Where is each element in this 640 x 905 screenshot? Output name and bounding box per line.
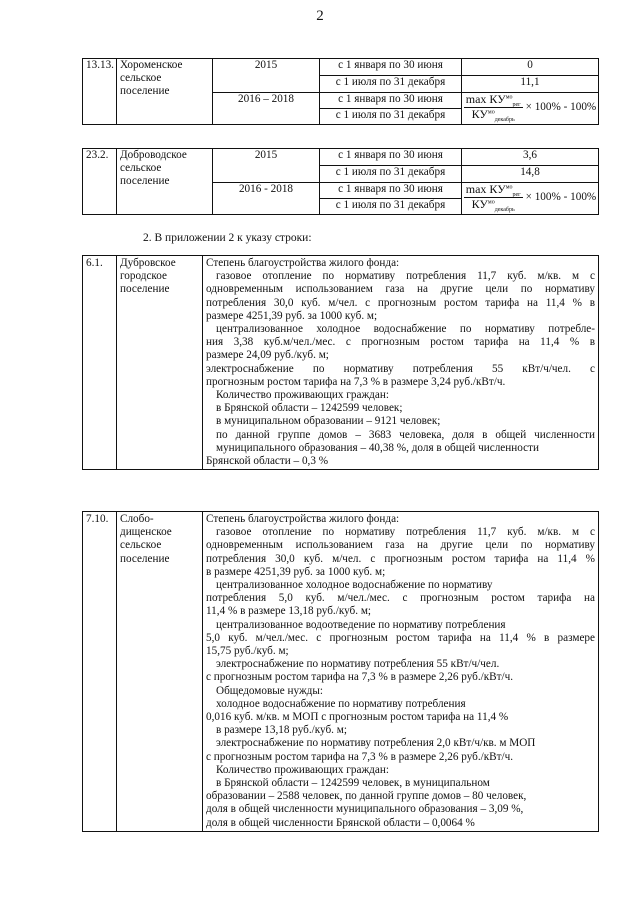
text-line: Брянской области – 0,3 %: [206, 455, 329, 468]
page-number: 2: [316, 8, 324, 24]
text-line: доля в общей численности муниципального образования – 3,09 %,: [206, 803, 524, 816]
text-line: муниципального образования – 40,38 %, доля в общей численности: [216, 441, 539, 454]
text-line: Общедомовые нужды:: [216, 684, 323, 697]
row-number: 13.13.: [83, 59, 117, 125]
value-cell: 14,8: [462, 166, 599, 183]
text-line: потребления 30,0 куб. м/чел. с прогнозным ростом тарифа на 11,4 % в: [206, 296, 595, 309]
housing-description: [203, 512, 599, 832]
tariff-table-13-13: [82, 58, 599, 125]
text-line: 5,0 куб. м/чел./мес. с прогнозным ростом тарифа на 11,4 % в размере: [206, 631, 595, 644]
text-line: газовое отопление по нормативу потребления 11,7 куб. м/кв. м с: [216, 526, 595, 539]
text-line: в Брянской области – 1242599 человек, в муниципальном: [216, 777, 490, 790]
text-line: размере 4251,39 руб. за 1000 куб. м;: [206, 309, 378, 322]
text-line: с прогнозным ростом тарифа на 7,3 % в размере 2,26 руб./кВт/ч.: [206, 671, 514, 684]
tariff-table-23-2: [82, 148, 599, 215]
text-line: одновременным использованием газа на другие цели по нормативу: [206, 283, 595, 296]
period-cell: с 1 января по 30 июня: [320, 93, 462, 109]
growth-formula: $\frac{\max КУ^{мо}_{рег}}{КУ^{мо}_{декабрь}}$ × 100% - 100%: [465, 182, 597, 214]
text-line: в размере 4251,39 руб. за 1000 куб. м;: [206, 565, 386, 578]
settlement-name: Хороменское сельское поселение: [117, 59, 213, 125]
text-line: в муниципальном образовании – 9121 человек;: [216, 415, 441, 428]
text-line: Количество проживающих граждан:: [216, 763, 389, 776]
text-line: Степень благоустройства жилого фонда:: [206, 257, 400, 269]
growth-formula: $\frac{\max КУ^{мо}_{рег}}{КУ^{мо}_{декабрь}}$ × 100% - 100%: [465, 92, 597, 124]
row-number: 7.10.: [83, 512, 117, 832]
value-cell: 3,6: [462, 149, 599, 166]
text-line: холодное водоснабжение по нормативу потребления: [216, 697, 466, 710]
text-line: централизованное холодное водоснабжение по нормативу потребле-: [216, 323, 595, 336]
row-number: 6.1.: [83, 256, 117, 470]
text-line: прогнозным ростом тарифа на 7,3 % в размере 3,24 руб./кВт/ч.: [206, 375, 506, 388]
text-line: в размере 13,18 руб./куб. м;: [216, 724, 347, 737]
period-cell: с 1 июля по 31 декабря: [320, 76, 462, 93]
text-line: электроснабжение по нормативу потребления 55 кВт/ч/чел.: [216, 658, 500, 671]
text-line: одновременным использованием газа на другие цели по нормативу: [206, 539, 595, 552]
text-line: потребления 5,0 куб. м/чел./мес. с прогнозным ростом тарифа на: [206, 592, 595, 605]
period-cell: с 1 января по 30 июня: [320, 149, 462, 166]
period-cell: с 1 января по 30 июня: [320, 59, 462, 76]
formula-cell: [462, 183, 599, 215]
text-line: по данной группе домов – 3683 человека, доля в общей численности: [216, 428, 595, 441]
year-cell: 2015: [213, 59, 320, 93]
text-line: централизованное водоотведение по нормативу потребления: [216, 618, 506, 631]
text-line: 11,4 % в размере 13,18 руб./куб. м;: [206, 605, 372, 618]
housing-table-6-1: [82, 255, 599, 470]
text-line: потребления 30,0 куб. м/чел. с прогнозным ростом тарифа на 11,4 %: [206, 552, 595, 565]
period-cell: с 1 июля по 31 декабря: [320, 109, 462, 125]
value-cell: 11,1: [462, 76, 599, 93]
formula-cell: [462, 93, 599, 125]
text-line: размере 24,09 руб./куб. м;: [206, 349, 329, 362]
year-cell: 2016 – 2018: [213, 93, 320, 125]
text-line: с прогнозным ростом тарифа на 7,3 % в размере 2,26 руб./кВт/ч.: [206, 750, 514, 763]
year-cell: 2015: [213, 149, 320, 183]
text-line: 15,75 руб./куб. м;: [206, 645, 289, 658]
text-line: Степень благоустройства жилого фонда:: [206, 513, 400, 525]
housing-table-7-10: [82, 511, 599, 832]
period-cell: с 1 июля по 31 декабря: [320, 166, 462, 183]
text-line: газовое отопление по нормативу потребления 11,7 куб. м/кв. м с: [216, 270, 595, 283]
text-line: образовании – 2588 человек, по данной группе домов – 80 человек,: [206, 790, 527, 803]
text-line: централизованное холодное водоснабжение по нормативу: [216, 579, 493, 592]
text-line: ния 3,38 куб.м/чел./мес. с прогнозным ростом тарифа на 11,4 % в: [206, 336, 595, 349]
settlement-name: Дубровское городское поселение: [117, 256, 203, 470]
year-cell: 2016 - 2018: [213, 183, 320, 215]
text-line: электроснабжение по нормативу потребления 55 кВт/ч/чел. с: [206, 362, 595, 375]
value-cell: 0: [462, 59, 599, 76]
housing-description: [203, 256, 599, 470]
row-number: 23.2.: [83, 149, 117, 215]
settlement-name: Доброводское сельское поселение: [117, 149, 213, 215]
text-line: доля в общей численности Брянской области – 0,0064 %: [206, 816, 475, 829]
text-line: Количество проживающих граждан:: [216, 389, 389, 402]
paragraph-appendix-2: 2. В приложении 2 к указу строки:: [143, 232, 312, 244]
period-cell: с 1 января по 30 июня: [320, 183, 462, 199]
period-cell: с 1 июля по 31 декабря: [320, 199, 462, 215]
settlement-name: Слобо- дищенское сельское поселение: [117, 512, 203, 832]
text-line: электроснабжение по нормативу потребления 2,0 кВт/ч/кв. м МОП: [216, 737, 536, 750]
text-line: в Брянской области – 1242599 человек;: [216, 402, 403, 415]
text-line: 0,016 куб. м/кв. м МОП с прогнозным ростом тарифа на 11,4 %: [206, 711, 509, 724]
